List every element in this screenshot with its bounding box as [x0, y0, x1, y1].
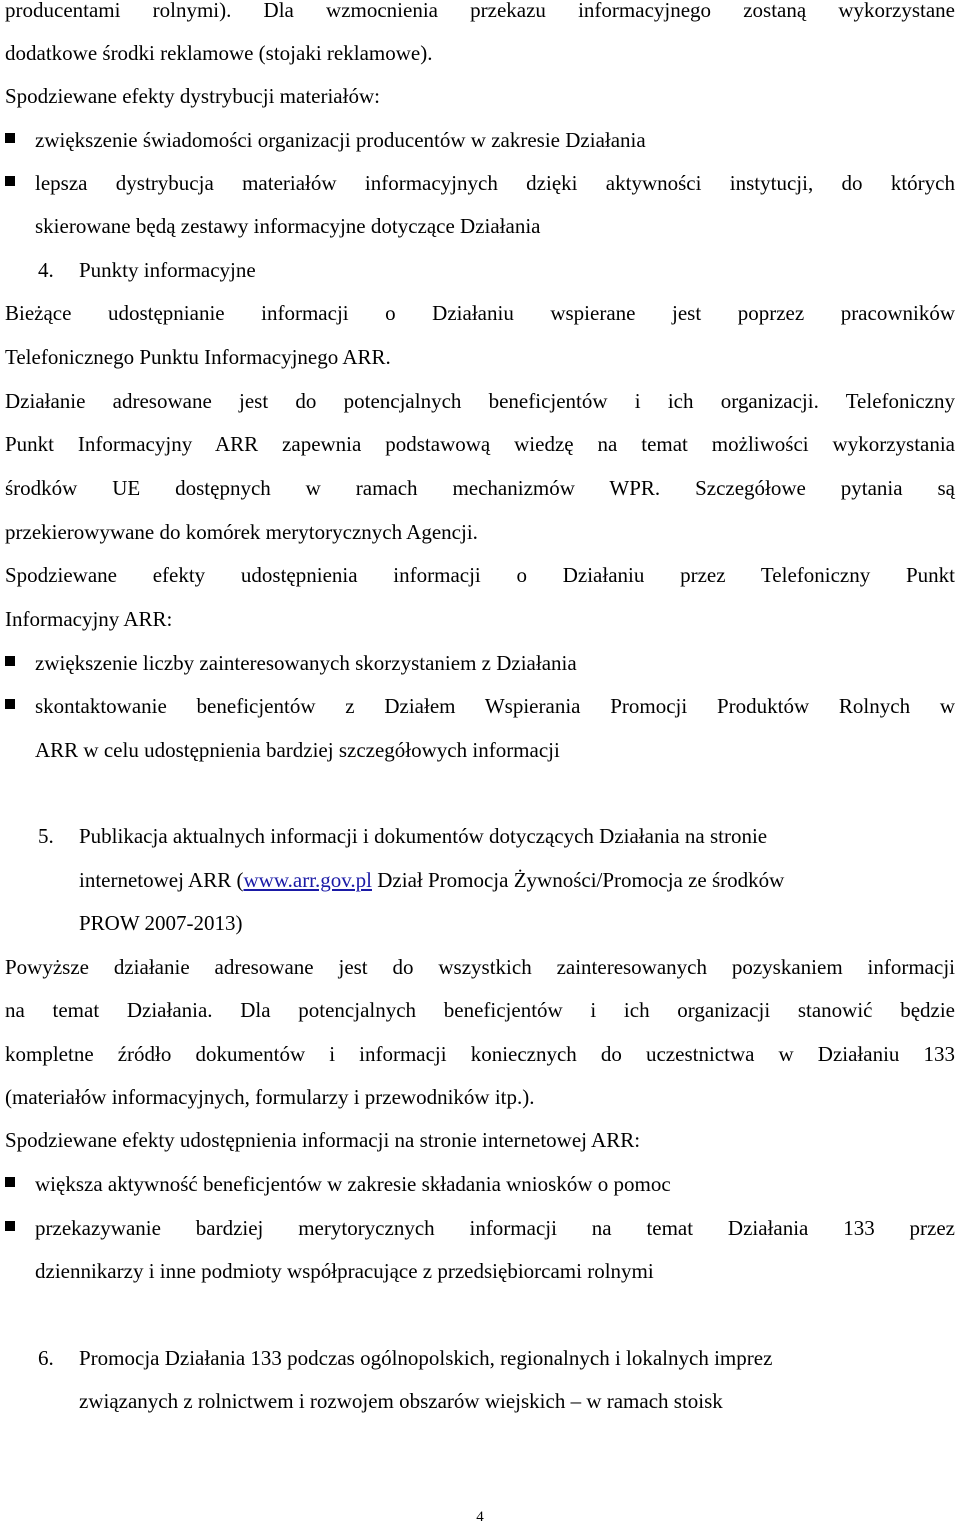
paragraph-line: Spodziewane efekty udostępnienia informacji na stronie internetowej ARR: [5, 1128, 641, 1152]
paragraph-line: dodatkowe środki reklamowe (stojaki reklamowe). [5, 41, 433, 65]
paragraph-line: Telefonicznego Punktu Informacyjnego ARR. [5, 345, 391, 369]
website-link[interactable]: www.arr.gov.pl [243, 868, 372, 892]
list-item: większa aktywność beneficjentów w zakresie składania wniosków o pomoc [35, 1172, 671, 1196]
paragraph-line: kompletne źródło dokumentów i informacji koniecznych do uczestnictwa w Działaniu 133 [5, 1042, 955, 1066]
paragraph-line: producentami rolnymi). Dla wzmocnienia przekazu informacyjnego zostaną wykorzystane [5, 0, 955, 22]
bullet-icon [5, 656, 15, 666]
list-item: skontaktowanie beneficjentów z Działem Wspierania Promocji Produktów Rolnych w [35, 694, 955, 718]
section-heading-text: internetowej ARR ( [79, 868, 244, 892]
section-number: 4. [38, 258, 54, 282]
section-heading-line: związanych z rolnictwem i rozwojem obszarów wiejskich – w ramach stoisk [79, 1389, 723, 1413]
paragraph-line: Spodziewane efekty udostępnienia informacji o Działaniu przez Telefoniczny Punkt [5, 563, 955, 587]
paragraph-line: Działanie adresowane jest do potencjalnych beneficjentów i ich organizacji. Telefoniczny [5, 389, 955, 413]
section-number: 5. [38, 824, 54, 848]
bullet-icon [5, 1221, 15, 1231]
list-item-continuation: ARR w celu udostępnienia bardziej szczegółowych informacji [35, 738, 560, 762]
paragraph-line: środków UE dostępnych w ramach mechanizmów WPR. Szczegółowe pytania są [5, 476, 955, 500]
list-item: zwiększenie liczby zainteresowanych skorzystaniem z Działania [35, 651, 577, 675]
section-heading: Publikacja aktualnych informacji i dokumentów dotyczących Działania na stronie [79, 824, 768, 848]
paragraph-line: przekierowywane do komórek merytorycznych Agencji. [5, 520, 478, 544]
bullet-icon [5, 1177, 15, 1187]
paragraph-line: Bieżące udostępnianie informacji o Działaniu wspierane jest poprzez pracowników [5, 301, 955, 325]
page-number: 4 [476, 1509, 484, 1525]
paragraph-line: Spodziewane efekty dystrybucji materiałów: [5, 84, 380, 108]
paragraph-line: na temat Działania. Dla potencjalnych beneficjentów i ich organizacji stanowić będzie [5, 998, 955, 1022]
list-item-continuation: dziennikarzy i inne podmioty współpracujące z przedsiębiorcami rolnymi [35, 1259, 654, 1283]
bullet-icon [5, 176, 15, 186]
section-heading-text: Dział Promocja Żywności/Promocja ze środków [372, 868, 785, 892]
paragraph-line: (materiałów informacyjnych, formularzy i przewodników itp.). [5, 1085, 535, 1109]
paragraph-line: Powyższe działanie adresowane jest do wszystkich zainteresowanych pozyskaniem informacji [5, 955, 955, 979]
section-heading-line: PROW 2007-2013) [79, 911, 243, 935]
list-item: lepsza dystrybucja materiałów informacyjnych dzięki aktywności instytucji, do których [35, 171, 955, 195]
paragraph-line: Punkt Informacyjny ARR zapewnia podstawową wiedzę na temat możliwości wykorzystania [5, 432, 955, 456]
section-heading-line [79, 864, 955, 896]
bullet-icon [5, 133, 15, 143]
section-heading: Punkty informacyjne [79, 258, 256, 282]
list-item: przekazywanie bardziej merytorycznych informacji na temat Działania 133 przez [35, 1216, 955, 1240]
bullet-icon [5, 699, 15, 709]
section-number: 6. [38, 1346, 54, 1370]
list-item: zwiększenie świadomości organizacji producentów w zakresie Działania [35, 128, 646, 152]
paragraph-line: Informacyjny ARR: [5, 607, 173, 631]
list-item-continuation: skierowane będą zestawy informacyjne dotyczące Działania [35, 214, 541, 238]
section-heading: Promocja Działania 133 podczas ogólnopolskich, regionalnych i lokalnych imprez [79, 1346, 773, 1370]
